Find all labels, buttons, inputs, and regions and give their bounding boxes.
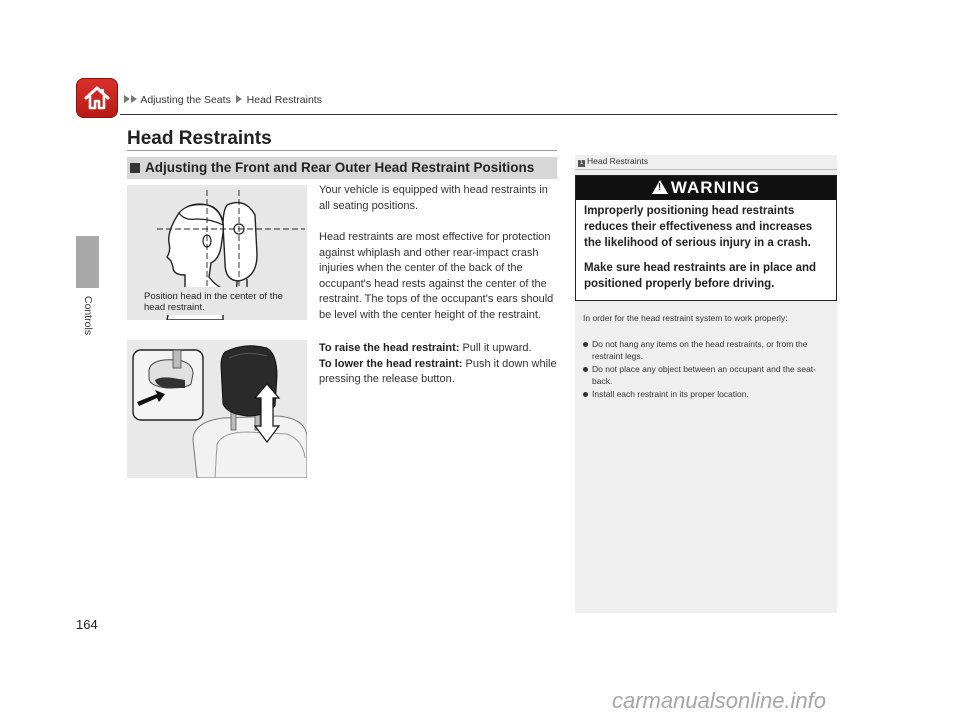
breadcrumb-arrow-icon <box>236 95 242 103</box>
note-title <box>578 156 648 167</box>
title-divider <box>127 150 557 151</box>
warning-text-place: Make sure head restraints are in place and positioned properly before driving. <box>584 262 817 290</box>
home-button[interactable] <box>76 78 118 118</box>
breadcrumb-arrow-icon <box>131 95 137 103</box>
effectiveness-paragraph: Head restraints are most effective for protection against whiplash and other rear-impact crash injuries when the center of the back of the occupant's head rests against the center of the restraint. The tops of the occupant's ears should be level with the center height of the restraint. <box>319 231 554 321</box>
raise-instruction <box>319 341 559 357</box>
adjustment-instructions <box>319 341 559 388</box>
warning-header <box>576 176 836 200</box>
header-divider <box>120 114 837 115</box>
raise-label: To raise the head restraint: <box>319 342 460 354</box>
section-square-icon <box>130 163 140 173</box>
figure-caption: Position head in the center of the head restraint. <box>144 291 283 313</box>
lower-label: To lower the head restraint: <box>319 357 463 370</box>
breadcrumb-arrow-icon <box>124 95 130 103</box>
lower-instruction <box>319 357 559 388</box>
headrest-adjustment-illustration <box>127 340 307 478</box>
lower-text: Push it down while pressing the release button. <box>319 357 557 385</box>
warning-label: WARNING <box>670 178 761 197</box>
side-tab-marker <box>76 236 99 288</box>
side-tab-label[interactable]: Controls <box>82 296 94 336</box>
note-bullet: Install each restraint in its proper location. <box>583 389 831 401</box>
note-bullet: Do not place any object between an occupant and the seat-back. <box>583 364 831 387</box>
section-heading-text: Adjusting the Front and Rear Outer Head Restraint Positions <box>145 160 535 175</box>
note-title-text: Head Restraints <box>587 156 648 166</box>
breadcrumb-item-head-restraints[interactable]: Head Restraints <box>246 94 322 106</box>
note-bullet-list <box>583 339 831 403</box>
watermark: carmanualsonline.info <box>612 688 827 713</box>
raise-text: Pull it upward. <box>459 342 532 354</box>
note-marker-icon: 1 <box>579 160 584 166</box>
page-title: Head Restraints <box>127 128 272 149</box>
warning-triangle-icon: ! <box>652 180 668 194</box>
page-number: 164 <box>76 617 98 632</box>
breadcrumb-item-seats[interactable]: Adjusting the Seats <box>140 94 231 106</box>
note-bullet: Do not hang any items on the head restraints, or from the restraint legs. <box>583 339 831 362</box>
note-intro: In order for the head restraint system to work properly: <box>583 313 788 323</box>
home-icon <box>83 84 111 112</box>
breadcrumb <box>124 94 322 106</box>
section-heading <box>127 157 557 179</box>
intro-paragraph: Your vehicle is equipped with head restraints in all seating positions. <box>319 184 548 212</box>
warning-text-positioning: Improperly positioning head restraints reduces their effectiveness and increases the likelihood of serious injury in a crash. <box>584 205 813 249</box>
note-divider <box>575 169 837 170</box>
